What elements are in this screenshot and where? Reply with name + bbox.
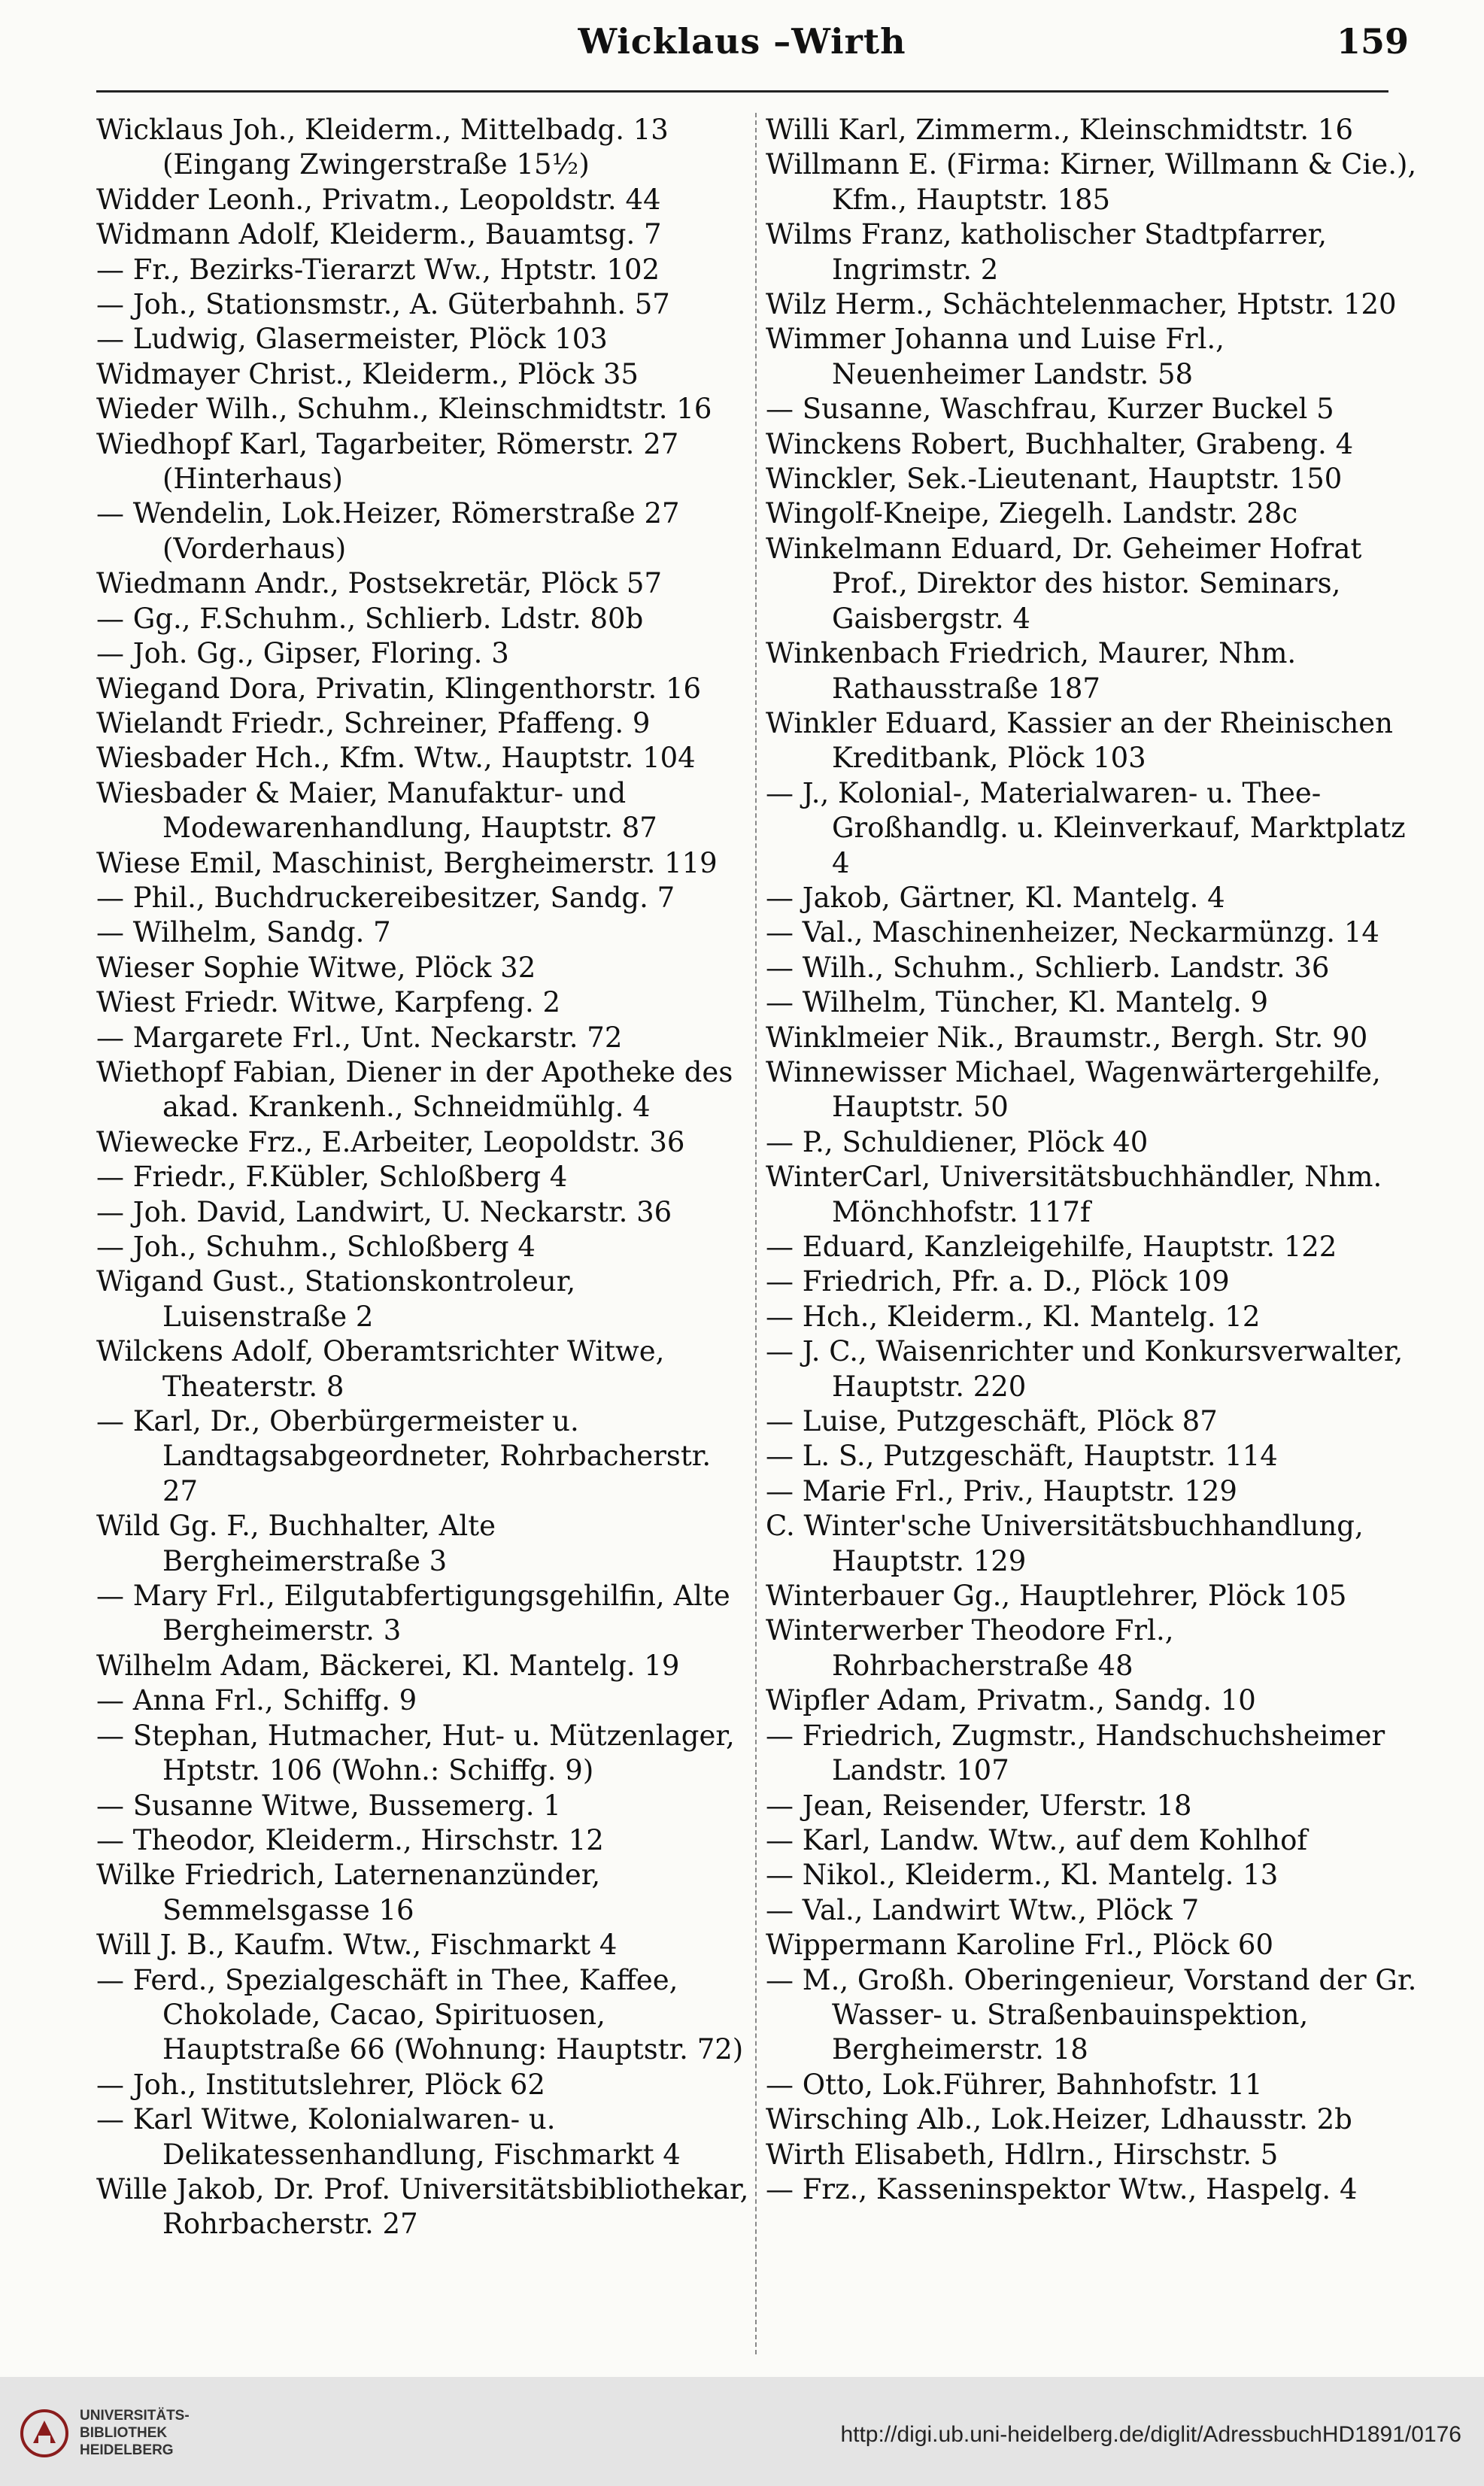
directory-entry: C. Winter'sche Universitätsbuchhandlung, Hauptstr. 129 [766, 1510, 1364, 1577]
directory-entry: — Jakob, Gärtner, Kl. Mantelg. 4 [766, 881, 1225, 914]
directory-entry: — Susanne Witwe, Bussemerg. 1 [96, 1789, 561, 1822]
directory-entry: Wiethopf Fabian, Diener in der Apotheke des akad. Krankenh., Schneidmühlg. 4 [96, 1055, 733, 1124]
directory-entry: Wiese Emil, Maschinist, Bergheimerstr. 119 [96, 846, 718, 879]
directory-entry: — Karl, Landw. Wtw., auf dem Kohlhof [766, 1823, 1308, 1856]
directory-entry: Winkelmann Eduard, Dr. Geheimer Hofrat Prof., Direktor des histor. Seminars, Gaisbergstr. 4 [766, 532, 1362, 635]
left-column [96, 113, 751, 2242]
directory-entry: Wiedmann Andr., Postsekretär, Plöck 57 [96, 567, 662, 600]
directory-entry: Winkenbach Friedrich, Maurer, Nhm. Rathausstraße 187 [766, 637, 1297, 705]
directory-entry: — Ferd., Spezialgeschäft in Thee, Kaffee, Chokolade, Cacao, Spirituosen, Hauptstraße 66 (Wohnung: Hauptstr. 72) [96, 1963, 744, 2066]
directory-entry: Wiesbader & Maier, Manufaktur- und Modewarenhandlung, Hauptstr. 87 [96, 776, 657, 845]
directory-entry: — Luise, Putzgeschäft, Plöck 87 [766, 1405, 1218, 1438]
directory-entry: Wild Gg. F., Buchhalter, Alte Bergheimerstraße 3 [96, 1510, 496, 1577]
directory-entry: — Margarete Frl., Unt. Neckarstr. 72 [96, 1021, 623, 1054]
page-number: 159 [1336, 21, 1409, 62]
directory-entry: — Gg., F.Schuhm., Schlierb. Ldstr. 80b [96, 602, 644, 635]
directory-entry: Wielandt Friedr., Schreiner, Pfaffeng. 9 [96, 706, 651, 739]
library-name-line: UNIVERSITÄTS- [80, 2408, 190, 2424]
directory-entry: Winnewisser Michael, Wagenwärtergehilfe, Hauptstr. 50 [766, 1055, 1381, 1124]
directory-entry: — Val., Maschinenheizer, Neckarmünzg. 14 [766, 916, 1379, 949]
directory-entry: Wicklaus Joh., Kleiderm., Mittelbadg. 13 (Eingang Zwingerstraße 15½) [96, 114, 669, 181]
directory-entry: — Otto, Lok.Führer, Bahnhofstr. 11 [766, 2068, 1263, 2101]
directory-entry: — Wilh., Schuhm., Schlierb. Landstr. 36 [766, 951, 1330, 984]
directory-entry: Wille Jakob, Dr. Prof. Universitätsbibliothekar, Rohrbacherstr. 27 [96, 2172, 749, 2241]
directory-entry: Wiesbader Hch., Kfm. Wtw., Hauptstr. 104 [96, 742, 696, 775]
directory-entry: — Wendelin, Lok.Heizer, Römerstraße 27 (Vorderhaus) [96, 497, 680, 565]
directory-entry: Willmann E. (Firma: Kirner, Willmann & Cie.), Kfm., Hauptstr. 185 [766, 148, 1417, 216]
directory-entry: Wigand Gust., Stationskontroleur, Luisenstraße 2 [96, 1265, 576, 1333]
header-rule [96, 90, 1388, 93]
directory-entry: Wipfler Adam, Privatm., Sandg. 10 [766, 1684, 1256, 1717]
directory-entry: — Phil., Buchdruckereibesitzer, Sandg. 7 [96, 881, 675, 914]
directory-entry: — Wilhelm, Sandg. 7 [96, 916, 391, 949]
directory-entry: Willi Karl, Zimmerm., Kleinschmidtstr. 16 [766, 114, 1354, 146]
directory-entry: — Val., Landwirt Wtw., Plöck 7 [766, 1893, 1200, 1926]
directory-entry: — Jean, Reisender, Uferstr. 18 [766, 1789, 1192, 1822]
directory-entry: Wirth Elisabeth, Hdlrn., Hirschstr. 5 [766, 2138, 1279, 2171]
directory-entry: WinterCarl, Universitätsbuchhändler, Nhm. Mönchhofstr. 117f [766, 1161, 1382, 1228]
directory-entry: — Mary Frl., Eilgutabfertigungsgehilfin, Alte Bergheimerstr. 3 [96, 1580, 730, 1647]
directory-entry: — Joh. Gg., Gipser, Floring. 3 [96, 637, 509, 670]
directory-entry: — Wilhelm, Tüncher, Kl. Mantelg. 9 [766, 986, 1269, 1019]
directory-entry: Wilms Franz, katholischer Stadtpfarrer, Ingrimstr. 2 [766, 218, 1328, 286]
directory-entry: — Friedr., F.Kübler, Schloßberg 4 [96, 1161, 568, 1194]
directory-entry: Winckens Robert, Buchhalter, Grabeng. 4 [766, 427, 1354, 460]
directory-entry: Wingolf-Kneipe, Ziegelh. Landstr. 28c [766, 497, 1298, 530]
directory-entry: Wilhelm Adam, Bäckerei, Kl. Mantelg. 19 [96, 1649, 680, 1682]
directory-entry: Wiest Friedr. Witwe, Karpfeng. 2 [96, 986, 561, 1019]
viewer-footer [0, 2377, 1484, 2486]
directory-entry: — Eduard, Kanzleigehilfe, Hauptstr. 122 [766, 1231, 1337, 1263]
directory-entry: Winterwerber Theodore Frl., Rohrbacherstraße 48 [766, 1614, 1174, 1682]
directory-entry: — Anna Frl., Schiffg. 9 [96, 1684, 417, 1717]
directory-entry: Will J. B., Kaufm. Wtw., Fischmarkt 4 [96, 1929, 618, 1962]
directory-entry: — Joh., Stationsmstr., A. Güterbahnh. 57 [96, 288, 670, 321]
directory-entry: Wiedhopf Karl, Tagarbeiter, Römerstr. 27 (Hinterhaus) [96, 427, 679, 496]
library-name-line: HEIDELBERG [80, 2442, 174, 2458]
directory-entry: — Susanne, Waschfrau, Kurzer Buckel 5 [766, 393, 1334, 426]
university-library-logo-icon [18, 2407, 71, 2460]
directory-entry: — J. C., Waisenrichter und Konkursverwalter, Hauptstr. 220 [766, 1335, 1404, 1403]
directory-entry: Wilckens Adolf, Oberamtsrichter Witwe, Theaterstr. 8 [96, 1335, 665, 1403]
directory-entry: — Hch., Kleiderm., Kl. Mantelg. 12 [766, 1300, 1261, 1333]
directory-entry: Winckler, Sek.-Lieutenant, Hauptstr. 150 [766, 463, 1343, 496]
column-divider [755, 113, 757, 2354]
directory-entry: — Stephan, Hutmacher, Hut- u. Mützenlager, Hptstr. 106 (Wohn.: Schiffg. 9) [96, 1719, 735, 1787]
directory-entry: — Frz., Kasseninspektor Wtw., Haspelg. 4 [766, 2172, 1358, 2205]
directory-entry: — Joh., Schuhm., Schloßberg 4 [96, 1231, 536, 1263]
directory-entry: Winklmeier Nik., Braumstr., Bergh. Str. 90 [766, 1021, 1368, 1054]
directory-entry: — J., Kolonial-, Materialwaren- u. Thee-Großhandlg. u. Kleinverkauf, Marktplatz 4 [766, 776, 1406, 879]
directory-entry: Wirsching Alb., Lok.Heizer, Ldhausstr. 2b [766, 2103, 1352, 2136]
library-name [80, 2407, 190, 2459]
directory-entry: — Fr., Bezirks-Tierarzt Ww., Hptstr. 102 [96, 253, 660, 286]
directory-entry: Wieder Wilh., Schuhm., Kleinschmidtstr. 16 [96, 393, 712, 426]
library-name-line: BIBLIOTHEK [80, 2425, 168, 2441]
directory-entry: — P., Schuldiener, Plöck 40 [766, 1125, 1149, 1158]
directory-entry: Widmayer Christ., Kleiderm., Plöck 35 [96, 357, 639, 390]
directory-entry: Wilke Friedrich, Laternenanzünder, Semmelsgasse 16 [96, 1859, 601, 1926]
directory-entry: Wilz Herm., Schächtelenmacher, Hptstr. 120 [766, 288, 1397, 321]
directory-entry: Winterbauer Gg., Hauptlehrer, Plöck 105 [766, 1580, 1347, 1613]
directory-entry: — Ludwig, Glasermeister, Plöck 103 [96, 323, 608, 356]
directory-entry: — Theodor, Kleiderm., Hirschstr. 12 [96, 1823, 604, 1856]
directory-entry: Wiegand Dora, Privatin, Klingenthorstr. 16 [96, 672, 702, 705]
source-url-link[interactable]: http://digi.ub.uni-heidelberg.de/diglit/AdressbuchHD1891/0176 [840, 2422, 1461, 2447]
directory-entry: — Nikol., Kleiderm., Kl. Mantelg. 13 [766, 1859, 1279, 1892]
directory-entry: Wimmer Johanna und Luise Frl., Neuenheimer Landstr. 58 [766, 323, 1225, 390]
directory-entry: Widder Leonh., Privatm., Leopoldstr. 44 [96, 183, 661, 216]
directory-entry: — Friedrich, Pfr. a. D., Plöck 109 [766, 1265, 1230, 1298]
directory-entry: Wieser Sophie Witwe, Plöck 32 [96, 951, 536, 984]
directory-entry: Widmann Adolf, Kleiderm., Bauamtsg. 7 [96, 218, 662, 251]
directory-entry: — Karl Witwe, Kolonialwaren- u. Delikatessenhandlung, Fischmarkt 4 [96, 2103, 681, 2171]
directory-entry: — Marie Frl., Priv., Hauptstr. 129 [766, 1474, 1237, 1507]
directory-entry: — Friedrich, Zugmstr., Handschuchsheimer Landstr. 107 [766, 1719, 1385, 1787]
directory-entry: Wiewecke Frz., E.Arbeiter, Leopoldstr. 36 [96, 1125, 685, 1158]
directory-entry: — Joh. David, Landwirt, U. Neckarstr. 36 [96, 1195, 672, 1228]
directory-entry: — Joh., Institutslehrer, Plöck 62 [96, 2068, 545, 2101]
directory-entry: Wippermann Karoline Frl., Plöck 60 [766, 1929, 1274, 1962]
directory-entry: Winkler Eduard, Kassier an der Rheinischen Kreditbank, Plöck 103 [766, 706, 1393, 775]
directory-entry: — M., Großh. Oberingenieur, Vorstand der Gr. Wasser- u. Straßenbauinspektion, Bergheimerstr. 18 [766, 1963, 1417, 2066]
right-column [766, 113, 1420, 2207]
running-head: Wicklaus –Wirth [578, 21, 906, 62]
directory-entry: — L. S., Putzgeschäft, Hauptstr. 114 [766, 1440, 1278, 1473]
directory-entry: — Karl, Dr., Oberbürgermeister u. Landtagsabgeordneter, Rohrbacherstr. 27 [96, 1405, 712, 1507]
